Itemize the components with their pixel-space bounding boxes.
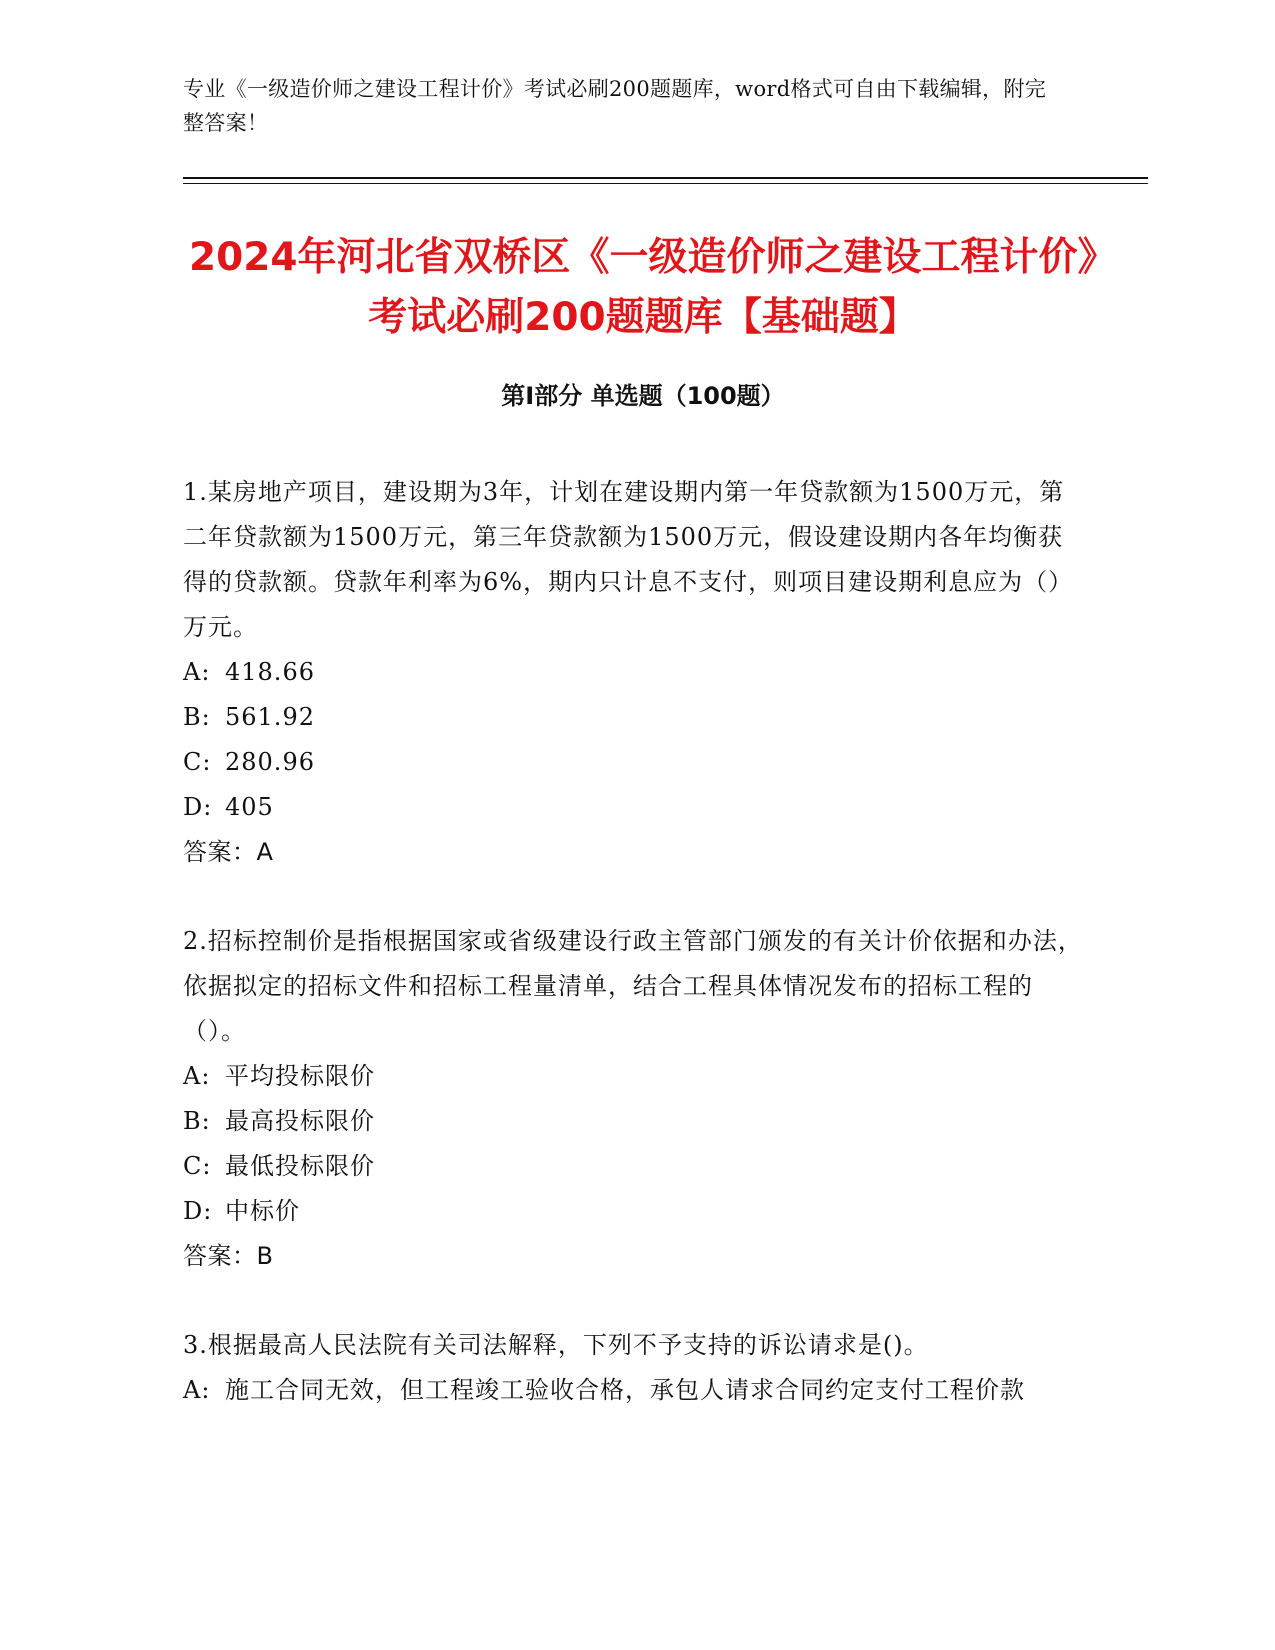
header-rule-thick [183, 177, 1148, 179]
option-text: 中标价 [225, 1197, 300, 1225]
answer-line: 答案：B [183, 1242, 274, 1270]
option-key: C: [183, 748, 212, 776]
header-rule-thin [183, 183, 1148, 184]
option-b [183, 695, 1083, 740]
option-a [183, 1368, 1083, 1413]
option-text: 561.92 [225, 703, 315, 731]
question-stem: 2.招标控制价是指根据国家或省级建设行政主管部门颁发的有关计价依据和办法，依据拟定的招标文件和招标工程量清单，结合工程具体情况发布的招标工程的（）。 [183, 927, 1083, 1045]
option-a [183, 650, 1083, 695]
question-stem: 3.根据最高人民法院有关司法解释，下列不予支持的诉讼请求是()。 [183, 1331, 929, 1359]
option-b [183, 1099, 1083, 1144]
option-key: D: [183, 793, 213, 821]
option-key: C: [183, 1152, 212, 1180]
question-3 [183, 1323, 1083, 1413]
section-title: 第I部分 单选题（100题） [501, 382, 785, 410]
option-text: 最高投标限价 [225, 1107, 375, 1135]
option-text: 最低投标限价 [225, 1152, 375, 1180]
option-key: B: [183, 1107, 211, 1135]
option-key: B: [183, 703, 211, 731]
question-1 [183, 470, 1083, 875]
option-text: 施工合同无效，但工程竣工验收合格，承包人请求合同约定支付工程价款 [225, 1376, 1025, 1404]
option-key: A: [183, 658, 211, 686]
option-c [183, 1144, 1083, 1189]
option-key: A: [183, 1376, 211, 1404]
question-2 [183, 919, 1083, 1279]
option-c [183, 740, 1083, 785]
question-stem: 1.某房地产项目，建设期为3年，计划在建设期内第一年贷款额为1500万元，第二年贷款额为1500万元，第三年贷款额为1500万元，假设建设期内各年均衡获得的贷款额。贷款年利率为6%，期内只计息不支付，则项目建设期利息应为（）万元。 [183, 478, 1074, 641]
document-title: 2024年河北省双桥区《一级造价师之建设工程计价》考试必刷200题题库【基础题】 [188, 235, 1098, 340]
option-key: D: [183, 1197, 213, 1225]
option-a [183, 1054, 1083, 1099]
header-note: 专业《一级造价师之建设工程计价》考试必刷200题题库，word格式可自由下载编辑，附完整答案！ [183, 77, 1047, 135]
option-key: A: [183, 1062, 211, 1090]
option-text: 418.66 [225, 658, 315, 686]
option-d [183, 785, 1083, 830]
option-text: 平均投标限价 [225, 1062, 375, 1090]
answer-line: 答案：A [183, 838, 274, 866]
option-d [183, 1189, 1083, 1234]
option-text: 280.96 [225, 748, 315, 776]
question-list [183, 470, 1083, 1457]
option-text: 405 [225, 793, 274, 821]
